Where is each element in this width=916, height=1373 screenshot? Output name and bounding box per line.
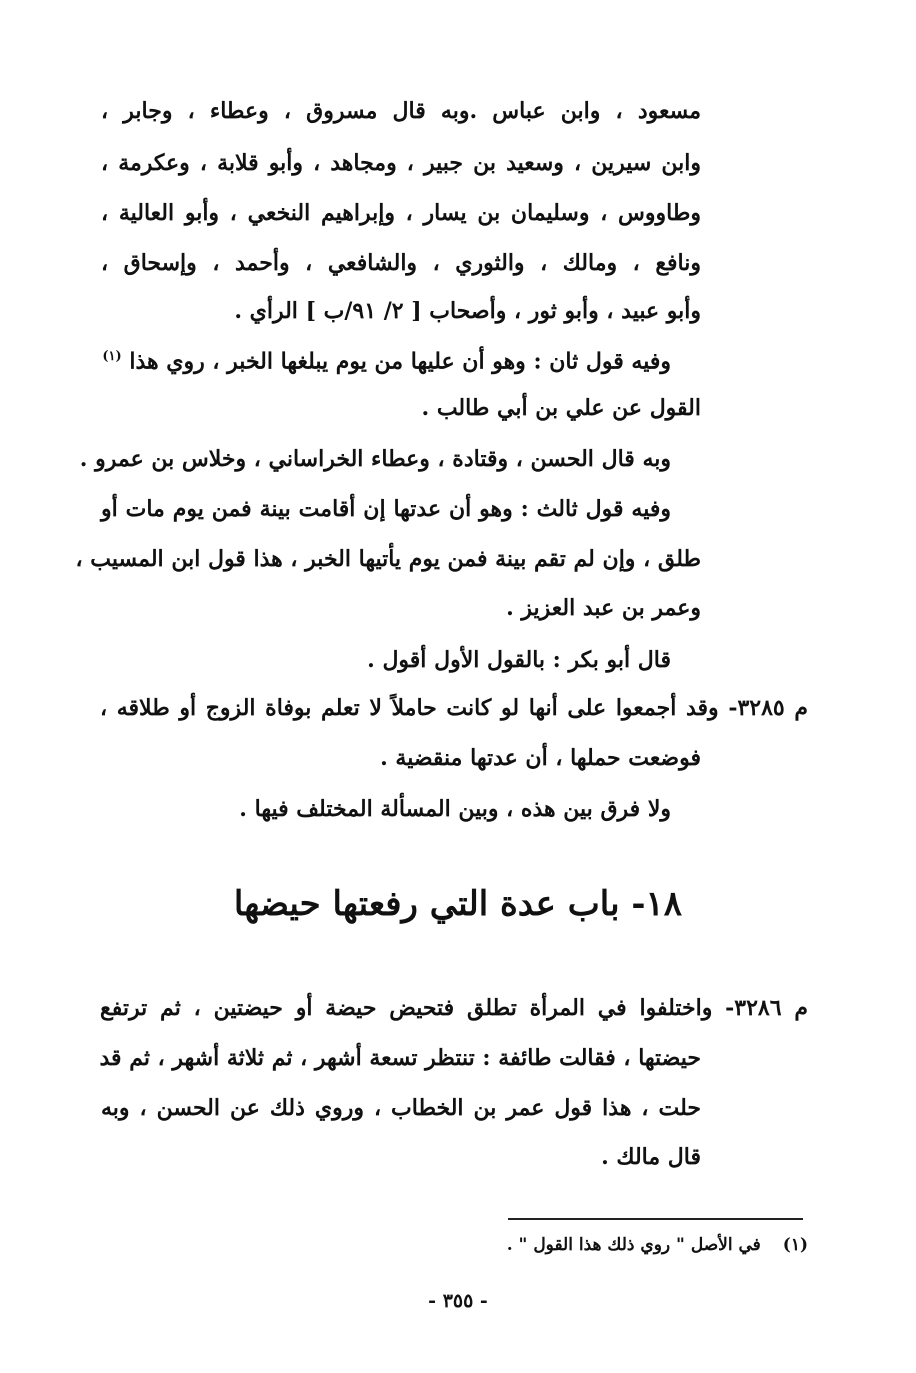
text-line: وأبو عبيد ، وأبو ثور ، وأصحاب [ ٢/ ٩١/ب ] الرأي .: [234, 298, 701, 324]
text-line: قال مالك .: [601, 1144, 701, 1170]
text-line: القول عن علي بن أبي طالب .: [421, 395, 701, 421]
page-number: - ٣٥٥ -: [428, 1290, 488, 1312]
author-statement: قال أبو بكر : بالقول الأول أقول .: [367, 647, 671, 673]
numbered-paragraph-line: م ٣٢٨٥- وقد أجمعوا على أنها لو كانت حاملاً لا تعلم بوفاة الزوج أو طلاقه ،: [100, 695, 809, 721]
text-line: مسعود ، وابن عباس .وبه قال مسروق ، وعطاء ، وجابر ،: [101, 98, 701, 124]
footnote-divider: [508, 1218, 803, 1220]
footnote-reference: (١): [102, 349, 122, 364]
text-line: حلت ، هذا قول عمر بن الخطاب ، وروي ذلك عن الحسن ، وبه: [101, 1095, 701, 1121]
text-line: وعمر بن عبد العزيز .: [506, 595, 701, 621]
footnote-number: (١): [782, 1235, 808, 1255]
chapter-heading: ١٨- باب عدة التي رفعتها حيضها: [233, 884, 683, 924]
text-line: وبه قال الحسن ، وقتادة ، وعطاء الخراساني ، وخلاس بن عمرو .: [79, 446, 671, 472]
text-line: وطاووس ، وسليمان بن يسار ، وإبراهيم النخعي ، وأبو العالية ،: [101, 200, 701, 226]
text-line: [101, 342, 671, 376]
numbered-paragraph-line: م ٣٢٨٦- واختلفوا في المرأة تطلق فتحيض حيضة أو حيضتين ، ثم ترتفع: [100, 995, 809, 1021]
text-line: حيضتها ، فقالت طائفة : تنتظر تسعة أشهر ، ثم ثلاثة أشهر ، ثم قد: [99, 1045, 701, 1071]
text-line-content: وفيه قول ثان : وهو أن عليها من يوم يبلغها الخبر ، روي هذا: [129, 348, 671, 375]
text-line: فوضعت حملها ، أن عدتها منقضية .: [380, 745, 701, 771]
text-line: ونافع ، ومالك ، والثوري ، والشافعي ، وأحمد ، وإسحاق ،: [101, 250, 701, 276]
text-line: وابن سيرين ، وسعيد بن جبير ، ومجاهد ، وأبو قلابة ، وعكرمة ،: [101, 150, 701, 176]
footnote: [507, 1232, 808, 1258]
footnote-text: في الأصل " روي ذلك هذا القول " .: [506, 1235, 761, 1255]
text-line: طلق ، وإن لم تقم بينة فمن يوم يأتيها الخبر ، هذا قول ابن المسيب ،: [75, 546, 701, 572]
text-line: ولا فرق بين هذه ، وبين المسألة المختلف فيها .: [239, 796, 671, 822]
text-line: وفيه قول ثالث : وهو أن عدتها إن أقامت بينة فمن يوم مات أو: [101, 496, 671, 522]
